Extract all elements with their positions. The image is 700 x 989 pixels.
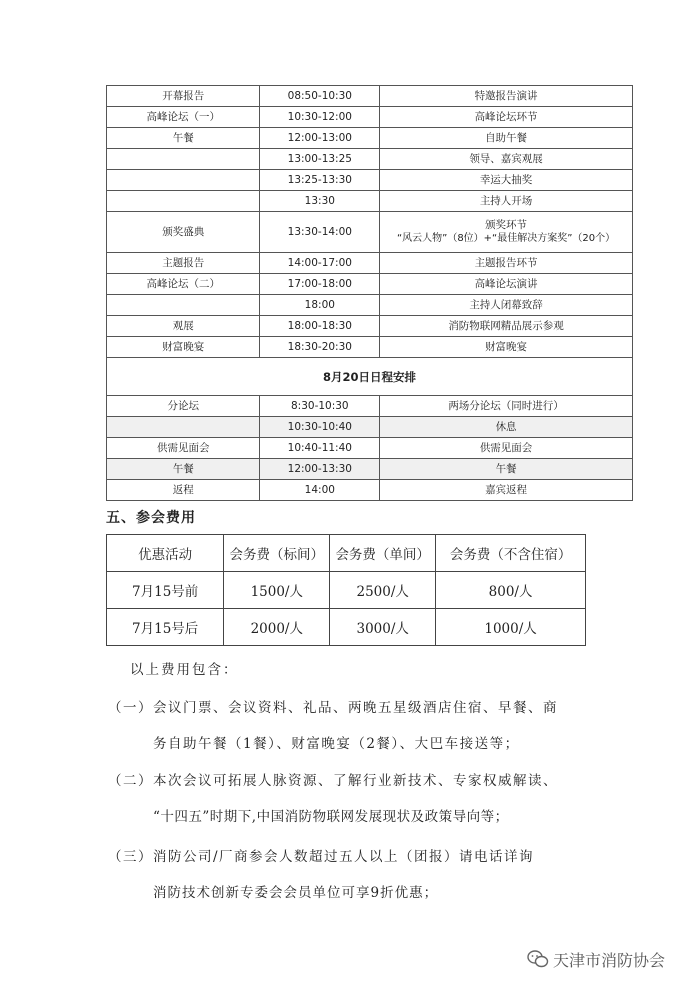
note-item3-line2: 消防技术创新专委会会员单位可享9折优惠； (153, 885, 439, 901)
table-row (107, 191, 633, 212)
table-row (107, 149, 633, 170)
fee-header: 会务费（标间） (224, 535, 330, 572)
watermark (527, 944, 665, 974)
schedule-desc: 两场分论坛（同时进行） (380, 396, 633, 417)
fee-cell: 800/人 (436, 572, 586, 609)
schedule-time: 12:00-13:00 (260, 128, 380, 149)
table-row (107, 128, 633, 149)
schedule-item (107, 295, 260, 316)
schedule-item: 颁奖盛典 (107, 212, 260, 253)
schedule-table (106, 85, 633, 501)
schedule-desc-line2: “风云人物”（8位）+“最佳解决方案奖”（20个） (396, 233, 616, 244)
note-item2-line1: （二）本次会议可拓展人脉资源、了解行业新技术、专家权威解读、 (108, 773, 558, 789)
table-row (107, 86, 633, 107)
schedule-desc: 午餐 (380, 459, 633, 480)
schedule-desc: 休息 (380, 417, 633, 438)
fee-header: 会务费（不含住宿） (436, 535, 586, 572)
fee-cell: 2500/人 (330, 572, 436, 609)
schedule-time: 12:00-13:30 (260, 459, 380, 480)
schedule-desc: 嘉宾返程 (380, 480, 633, 501)
schedule-item: 分论坛 (107, 396, 260, 417)
schedule-time: 18:00 (260, 295, 380, 316)
note-item1-line2: 务自助午餐（1餐）、财富晚宴（2餐）、大巴车接送等； (153, 736, 520, 752)
schedule-desc: 财富晚宴 (380, 337, 633, 358)
fee-row (107, 609, 586, 646)
fee-header-row (107, 535, 586, 572)
table-row (107, 480, 633, 501)
schedule-desc: 主持人开场 (380, 191, 633, 212)
watermark-text: 天津市消防协会 (553, 950, 666, 970)
schedule-item: 高峰论坛（一） (107, 107, 260, 128)
schedule-item (107, 170, 260, 191)
table-row (107, 459, 633, 480)
table-row (107, 274, 633, 295)
schedule-item: 观展 (107, 316, 260, 337)
fee-cell: 3000/人 (330, 609, 436, 646)
fee-cell: 1500/人 (224, 572, 330, 609)
table-row (107, 107, 633, 128)
schedule-time: 13:25-13:30 (260, 170, 380, 191)
table-row (107, 295, 633, 316)
notes-intro: 以上费用包含： (130, 662, 239, 678)
schedule-desc: 高峰论坛演讲 (380, 274, 633, 295)
fee-cell: 1000/人 (436, 609, 586, 646)
schedule-time: 18:00-18:30 (260, 316, 380, 337)
note-item1-line1: （一）会议门票、会议资料、礼品、两晚五星级酒店住宿、早餐、商 (108, 700, 558, 716)
schedule-item: 午餐 (107, 459, 260, 480)
table-row (107, 417, 633, 438)
note-item3-line1: （三）消防公司/厂商参会人数超过五人以上（团报）请电话详询 (108, 849, 535, 865)
fee-header: 优惠活动 (107, 535, 224, 572)
schedule-item: 返程 (107, 480, 260, 501)
fee-table (106, 534, 586, 646)
wechat-icon (527, 949, 549, 969)
schedule-time: 08:50-10:30 (260, 86, 380, 107)
schedule-time: 8:30-10:30 (260, 396, 380, 417)
schedule-time: 13:00-13:25 (260, 149, 380, 170)
schedule-desc: 特邀报告演讲 (380, 86, 633, 107)
fee-cell: 2000/人 (224, 609, 330, 646)
schedule-desc: 幸运大抽奖 (380, 170, 633, 191)
fee-header: 会务费（单间） (330, 535, 436, 572)
schedule-item: 主题报告 (107, 253, 260, 274)
schedule-desc: 消防物联网精品展示参观 (380, 316, 633, 337)
day-title-row (107, 358, 633, 396)
schedule-time: 14:00 (260, 480, 380, 501)
schedule-time: 17:00-18:00 (260, 274, 380, 295)
table-row (107, 170, 633, 191)
schedule-item: 供需见面会 (107, 438, 260, 459)
schedule-item: 财富晚宴 (107, 337, 260, 358)
schedule-time: 13:30 (260, 191, 380, 212)
schedule-item: 高峰论坛（二） (107, 274, 260, 295)
schedule-time: 10:30-10:40 (260, 417, 380, 438)
schedule-desc-line1: 颁奖环节 (485, 219, 528, 231)
schedule-desc: 高峰论坛环节 (380, 107, 633, 128)
note-item2-line2: “十四五”时期下,中国消防物联网发展现状及政策导向等； (153, 809, 509, 825)
schedule-time: 10:40-11:40 (260, 438, 380, 459)
table-row (107, 396, 633, 417)
schedule-desc: 主题报告环节 (380, 253, 633, 274)
section-heading: 五、参会费用 (106, 510, 196, 526)
schedule-item (107, 191, 260, 212)
fee-row (107, 572, 586, 609)
schedule-desc (380, 212, 633, 253)
schedule-desc: 自助午餐 (380, 128, 633, 149)
schedule-item: 开幕报告 (107, 86, 260, 107)
fee-cell: 7月15号后 (107, 609, 224, 646)
schedule-time: 18:30-20:30 (260, 337, 380, 358)
schedule-desc: 领导、嘉宾观展 (380, 149, 633, 170)
schedule-desc: 主持人闭幕致辞 (380, 295, 633, 316)
table-row (107, 316, 633, 337)
table-row (107, 253, 633, 274)
day-title: 8月20日日程安排 (107, 358, 633, 396)
fee-cell: 7月15号前 (107, 572, 224, 609)
schedule-item (107, 149, 260, 170)
schedule-desc: 供需见面会 (380, 438, 633, 459)
schedule-item (107, 417, 260, 438)
schedule-item: 午餐 (107, 128, 260, 149)
table-row (107, 337, 633, 358)
schedule-time: 14:00-17:00 (260, 253, 380, 274)
table-row (107, 212, 633, 253)
table-row (107, 438, 633, 459)
schedule-time: 10:30-12:00 (260, 107, 380, 128)
schedule-time: 13:30-14:00 (260, 212, 380, 253)
